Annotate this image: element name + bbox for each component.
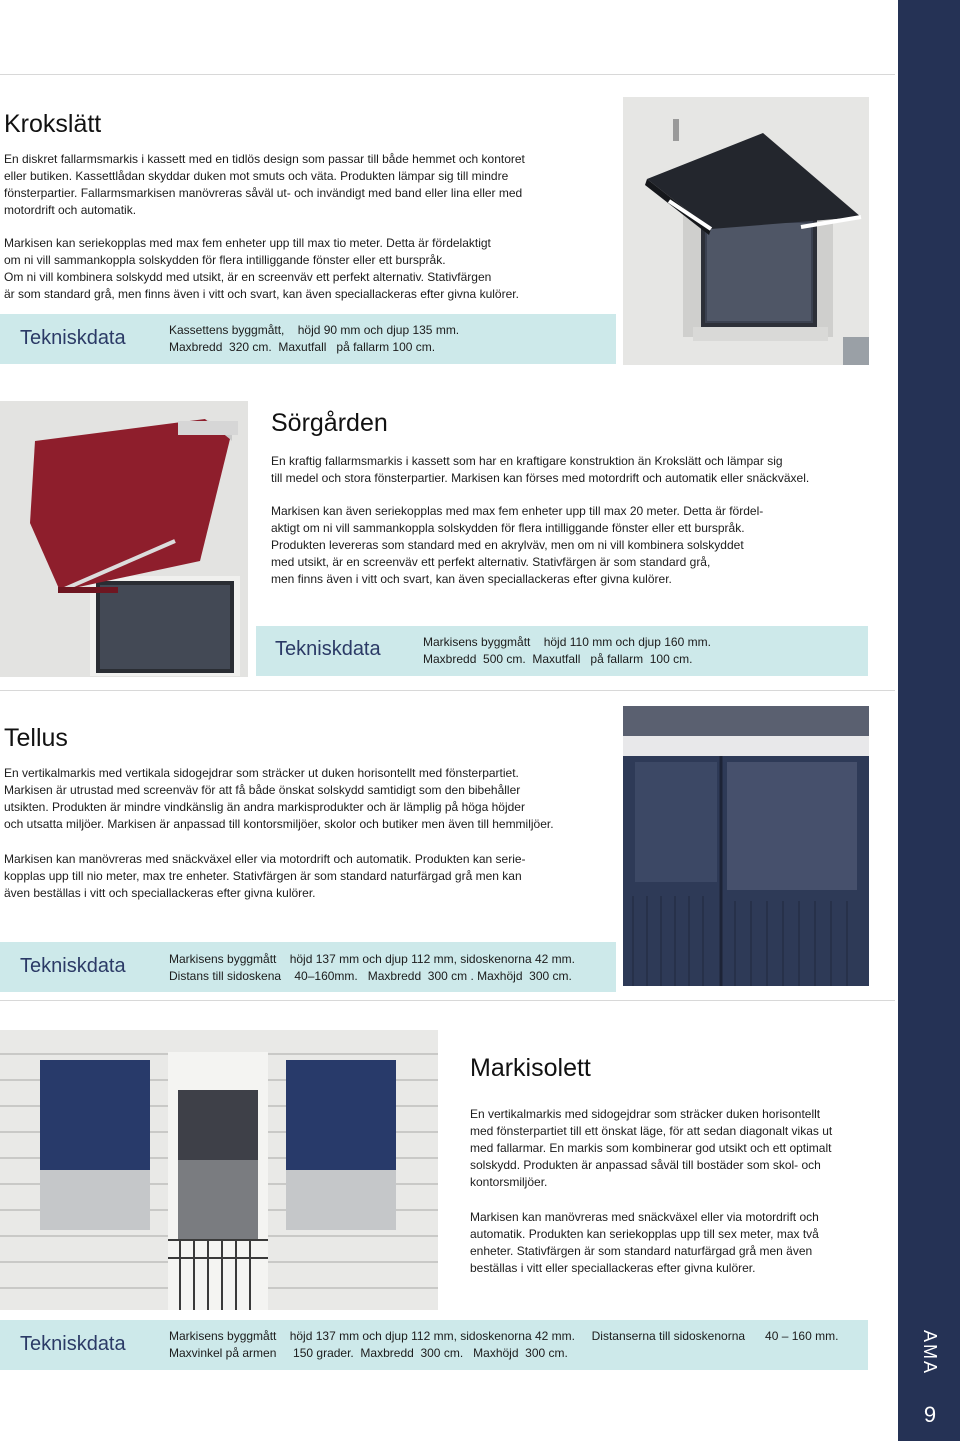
sorgarden-tech-data [423,634,711,668]
tellus-photo [623,706,869,986]
text-line: kontorsmiljöer. [470,1175,548,1189]
text-line: och utsatta miljöer. Markisen är anpassad till kontorsmiljöer, skolor och butiker men även till hemmiljöer. [4,817,554,831]
sorgarden-photo [0,401,248,677]
krokslatt-intro [4,151,604,219]
text-line: med fönsterpartiet till ett önskat läge, för att sedan diagonalt vikas ut [470,1124,833,1138]
tech-line: Markisens byggmått höjd 137 mm och djup 112 mm, sidoskenorna 42 mm. [169,952,575,966]
text-line: Om ni vill kombinera solskydd med utsikt, är en screenväv ett perfekt alternativ. Stativfärgen [4,270,492,284]
tech-line: Maxbredd 320 cm. Maxutfall på fallarm 100 cm. [169,340,436,354]
tech-line: Markisens byggmått höjd 110 mm och djup 160 mm. [423,635,711,649]
krokslatt-tech-label: Tekniskdata [20,327,126,349]
krokslatt-details [4,235,614,303]
text-line: En diskret fallarmsmarkis i kassett med en tidlös design som passar till både hemmet och kontoret [4,152,525,166]
page-number: 9 [923,1402,937,1427]
text-line: kopplas upp till nio meter, max tre enheter. Stativfärgen är som standard naturfärgad grå men kan [4,869,522,883]
sorgarden-tech-label: Tekniskdata [275,638,381,660]
text-line: med fallarmar. En markis som kombinerar god utsikt och ett optimalt [470,1141,832,1155]
tellus-intro [4,765,604,833]
krokslatt-photo [623,97,869,365]
text-line: solskydd. Produkten är anpassad såväl till bostäder som skol- och [470,1158,821,1172]
section-rule [0,690,895,691]
tech-line: Maxbredd 500 cm. Maxutfall på fallarm 100 cm. [423,652,693,666]
text-line: automatik. Produkten kan seriekopplas upp till sex meter, max två [470,1227,819,1241]
text-line: eller butiken. Kassettlådan skyddar duken mot smuts och väta. Produkten lämpar sig till mindre [4,169,509,183]
side-band [898,0,960,1441]
krokslatt-tech-data [169,322,459,356]
text-line: med utsikt, är en screenväv ett perfekt alternativ. Stativfärgen är som standard grå, [271,555,711,569]
text-line: utsikten. Produkten är mindre vindkänslig än andra markisprodukter och är lämplig på höga höjder [4,800,525,814]
text-line: motordrift och automatik. [4,203,137,217]
text-line: om ni vill sammankoppla solskydden för flera intilliggande fönster eller ett burspråk. [4,253,446,267]
text-line: enheter. Stativfärgen är som standard naturfärgad grå men även [470,1244,813,1258]
sorgarden-title: Sörgården [271,409,388,437]
tellus-details [4,851,604,902]
tech-line: Kassettens byggmått, höjd 90 mm och djup 135 mm. [169,323,460,337]
text-line: Markisen kan även seriekopplas med max fem enheter upp till max 20 meter. Detta är fördel- [271,504,764,518]
markisolett-tech-label: Tekniskdata [20,1333,126,1355]
tellus-tech-label: Tekniskdata [20,955,126,977]
markisolett-details [470,1209,890,1277]
text-line: även beställas i vitt och speciallackeras efter givna kulörer. [4,886,316,900]
text-line: Markisen är utrustad med screenväv för att få både önskat solskydd samtidigt som den bibehåller [4,783,521,797]
sorgarden-intro [271,453,871,487]
markisolett-intro [470,1106,890,1191]
text-line: Markisen kan manövreras med snäckväxel eller via motordrift och [470,1210,819,1224]
text-line: Markisen kan seriekopplas med max fem enheter upp till max tio meter. Detta är fördelaktigt [4,236,491,250]
markisolett-photo [0,1030,438,1310]
text-line: fönsterpartier. Fallarmsmarkisen manövreras såväl ut- och invändigt med band eller lina eller med [4,186,523,200]
section-rule [0,1000,895,1001]
tech-line: Maxvinkel på armen 150 grader. Maxbredd 300 cm. Maxhöjd 300 cm. [169,1346,568,1360]
text-line: En kraftig fallarmsmarkis i kassett som har en kraftigare konstruktion än Krokslätt och lämpar sig [271,454,783,468]
text-line: En vertikalmarkis med vertikala sidogejdrar som sträcker ut duken horisontellt med fönsterpartiet. [4,766,519,780]
text-line: Markisen kan manövreras med snäckväxel eller via motordrift och automatik. Produkten kan serie- [4,852,526,866]
text-line: är som standard grå, men finns även i vitt och svart, kan även speciallackeras efter givna kulörer. [4,287,519,301]
krokslatt-title: Krokslätt [4,110,102,138]
tech-line: Distans till sidoskena 40–160mm. Maxbredd 300 cm . Maxhöjd 300 cm. [169,969,572,983]
text-line: till medel och stora fönsterpartier. Markisen kan förses med motordrift och automatik eller snäckväxel. [271,471,810,485]
text-line: men finns även i vitt och svart, kan även speciallackeras efter givna kulörer. [271,572,672,586]
text-line: En vertikalmarkis med sidogejdrar som sträcker duken horisontellt [470,1107,821,1121]
markisolett-tech-data [169,1328,838,1362]
sorgarden-details [271,503,871,588]
top-rule [0,74,895,75]
text-line: beställas i vitt eller speciallackeras efter givna kulörer. [470,1261,756,1275]
markisolett-title: Markisolett [470,1054,591,1082]
text-line: aktigt om ni vill sammankoppla solskydden för flera intilliggande fönster eller ett burspråk. [271,521,745,535]
tech-line: Markisens byggmått höjd 137 mm och djup 112 mm, sidoskenorna 42 mm. Distanserna till sidoskenorna 40 – 160 mm. [169,1329,839,1343]
brand-logo: AMA [920,1330,940,1376]
tellus-tech-data [169,951,575,985]
text-line: Produkten levereras som standard med en akrylväv, men om ni vill kombinera solskyddet [271,538,744,552]
tellus-title: Tellus [4,724,68,752]
